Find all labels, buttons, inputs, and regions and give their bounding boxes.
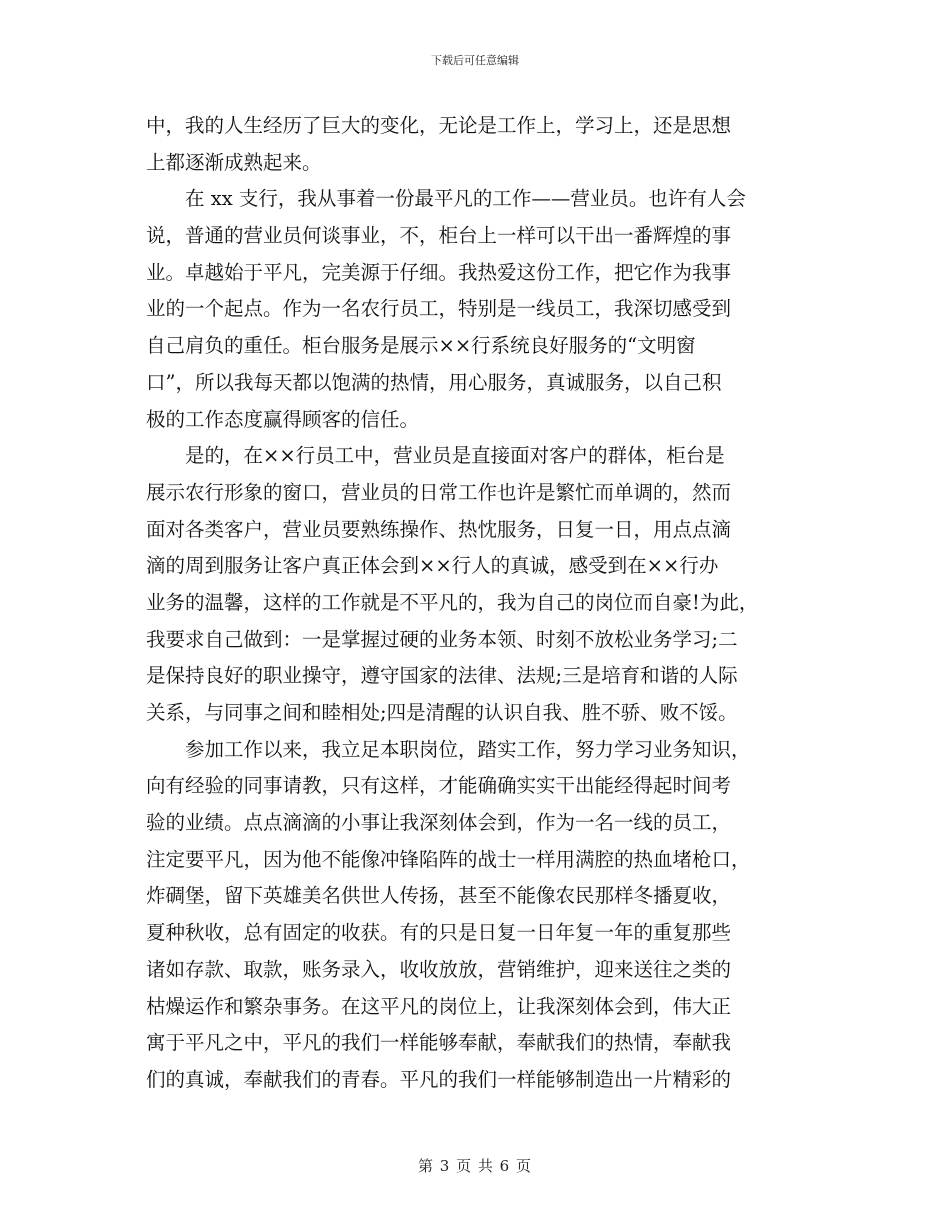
text-line: 我要求自己做到：一是掌握过硬的业务本领、时刻不放松业务学习;二 — [146, 627, 738, 651]
text-line: 枯燥运作和繁杂事务。在这平凡的岗位上，让我深刻体会到，伟大正 — [146, 994, 732, 1018]
text-line: 们的真诚，奉献我们的青春。平凡的我们一样能够制造出一片精彩的 — [146, 1067, 732, 1091]
text-line: 面对各类客户，营业员要熟练操作、热忱服务，日复一日，用点点滴 — [146, 517, 732, 541]
text-line: 诸如存款、取款，账务录入，收收放放，营销维护，迎来送往之类的 — [146, 957, 732, 981]
text-line: 夏种秋收，总有固定的收获。有的只是日复一日年复一年的重复那些 — [146, 921, 732, 945]
page-header: 下载后可任意编辑 — [431, 54, 519, 67]
text-line: 业务的温馨，这样的工作就是不平凡的，我为自己的岗位而自豪!为此， — [146, 590, 759, 614]
text-line: 极的工作态度赢得顾客的信任。 — [146, 407, 420, 431]
text-line: 在 xx 支行，我从事着一份最平凡的工作——营业员。也许有人会 — [146, 187, 746, 211]
text-line: 寓于平凡之中，平凡的我们一样能够奉献，奉献我们的热情，奉献我 — [146, 1031, 732, 1055]
text-line: 注定要平凡，因为他不能像冲锋陷阵的战士一样用满腔的热血堵枪口， — [146, 847, 751, 871]
text-line: 滴的周到服务让客户真正体会到××行人的真诚，感受到在××行办 — [146, 554, 719, 578]
text-line: 是的，在××行员工中，营业员是直接面对客户的群体，柜台是 — [146, 444, 725, 468]
text-line: 展示农行形象的窗口，营业员的日常工作也许是繁忙而单调的，然而 — [146, 480, 732, 504]
text-line: 自己肩负的重任。柜台服务是展示××行系统良好服务的“文明窗 — [146, 334, 696, 358]
text-line: 向有经验的同事请教，只有这样，才能确确实实干出能经得起时间考 — [146, 774, 732, 798]
document-body — [146, 108, 806, 1099]
text-line: 口”，所以我每天都以饱满的热情，用心服务，真诚服务，以自己积 — [146, 370, 722, 394]
text-line: 参加工作以来，我立足本职岗位，踏实工作，努力学习业务知识， — [146, 737, 751, 761]
text-line: 是保持良好的职业操守，遵守国家的法律、法规;三是培育和谐的人际 — [146, 664, 738, 688]
text-line: 炸碉堡，留下英雄美名供世人传扬，甚至不能像农民那样冬播夏收， — [146, 884, 732, 908]
text-line: 业的一个起点。作为一名农行员工，特别是一线员工，我深切感受到 — [146, 297, 732, 321]
text-line: 说，普通的营业员何谈事业，不，柜台上一样可以干出一番辉煌的事 — [146, 224, 732, 248]
text-line: 业。卓越始于平凡，完美源于仔细。我热爱这份工作，把它作为我事 — [146, 260, 732, 284]
text-line: 上都逐渐成熟起来。 — [146, 150, 322, 174]
page-footer-page-number: 第 3 页 共 6 页 — [418, 1157, 532, 1175]
text-line: 验的业绩。点点滴滴的小事让我深刻体会到，作为一名一线的员工， — [146, 811, 732, 835]
text-line: 关系，与同事之间和睦相处;四是清醒的认识自我、胜不骄、败不馁。 — [146, 701, 738, 724]
text-line: 中，我的人生经历了巨大的变化，无论是工作上，学习上，还是思想 — [146, 114, 732, 137]
